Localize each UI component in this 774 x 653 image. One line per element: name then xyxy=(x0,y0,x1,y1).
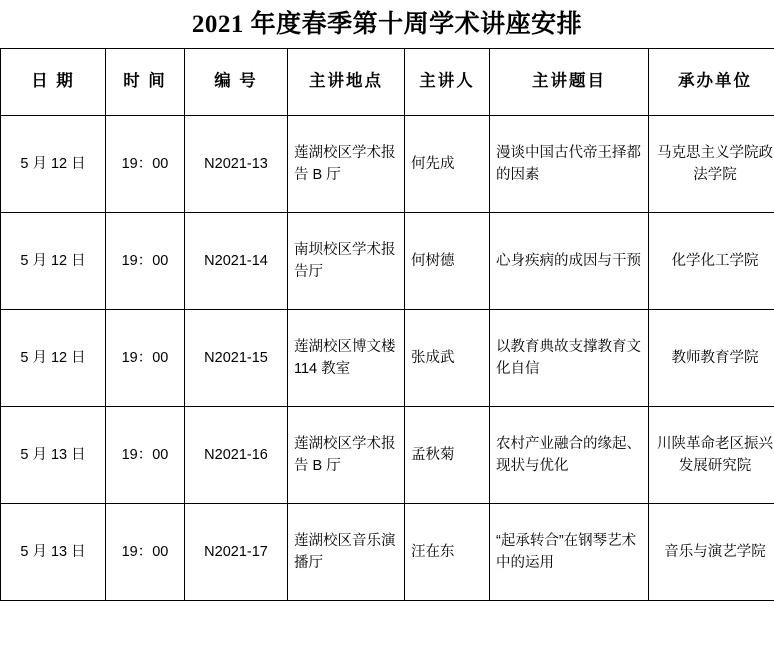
cell-speaker: 张成武 xyxy=(405,310,490,407)
table-row xyxy=(1,504,774,601)
cell-place: 莲湖校区学术报告 B 厅 xyxy=(288,116,405,213)
cell-date: 5 月 12 日 xyxy=(1,116,106,213)
cell-host: 化学化工学院 xyxy=(649,213,774,310)
cell-topic: 农村产业融合的缘起、现状与优化 xyxy=(490,407,649,504)
cell-topic: 以教育典故支撑教育文化自信 xyxy=(490,310,649,407)
table-row xyxy=(1,213,774,310)
column-header-topic: 主讲题目 xyxy=(490,49,649,116)
column-header-speaker: 主讲人 xyxy=(405,49,490,116)
cell-code: N2021-17 xyxy=(185,504,288,601)
cell-topic: 心身疾病的成因与干预 xyxy=(490,213,649,310)
cell-date: 5 月 12 日 xyxy=(1,213,106,310)
page-title: 2021 年度春季第十周学术讲座安排 xyxy=(191,11,583,38)
cell-code: N2021-14 xyxy=(185,213,288,310)
cell-speaker: 孟秋菊 xyxy=(405,407,490,504)
cell-date: 5 月 12 日 xyxy=(1,310,106,407)
cell-speaker: 何树德 xyxy=(405,213,490,310)
cell-host: 川陕革命老区振兴发展研究院 xyxy=(649,407,774,504)
table-row xyxy=(1,310,774,407)
table-row xyxy=(1,116,774,213)
table-body xyxy=(1,116,774,601)
cell-host: 马克思主义学院政法学院 xyxy=(649,116,774,213)
cell-code: N2021-16 xyxy=(185,407,288,504)
cell-topic: 漫谈中国古代帝王择都的因素 xyxy=(490,116,649,213)
column-header-place: 主讲地点 xyxy=(288,49,405,116)
cell-time: 19：00 xyxy=(106,213,185,310)
lecture-schedule-table xyxy=(0,48,774,601)
cell-place: 南坝校区学术报告厅 xyxy=(288,213,405,310)
cell-host: 教师教育学院 xyxy=(649,310,774,407)
column-header-date: 日 期 xyxy=(1,49,106,116)
cell-speaker: 汪在东 xyxy=(405,504,490,601)
column-header-host: 承办单位 xyxy=(649,49,774,116)
cell-place: 莲湖校区博文楼 114 教室 xyxy=(288,310,405,407)
table-row xyxy=(1,407,774,504)
cell-code: N2021-13 xyxy=(185,116,288,213)
cell-time: 19：00 xyxy=(106,116,185,213)
cell-time: 19：00 xyxy=(106,504,185,601)
cell-code: N2021-15 xyxy=(185,310,288,407)
table-header xyxy=(1,49,774,116)
cell-topic: “起承转合”在钢琴艺术中的运用 xyxy=(490,504,649,601)
cell-speaker: 何先成 xyxy=(405,116,490,213)
cell-place: 莲湖校区学术报告 B 厅 xyxy=(288,407,405,504)
column-header-code: 编 号 xyxy=(185,49,288,116)
table-header-row xyxy=(1,49,774,116)
cell-host: 音乐与演艺学院 xyxy=(649,504,774,601)
cell-time: 19：00 xyxy=(106,310,185,407)
cell-place: 莲湖校区音乐演播厅 xyxy=(288,504,405,601)
cell-time: 19：00 xyxy=(106,407,185,504)
cell-date: 5 月 13 日 xyxy=(1,407,106,504)
column-header-time: 时 间 xyxy=(106,49,185,116)
cell-date: 5 月 13 日 xyxy=(1,504,106,601)
